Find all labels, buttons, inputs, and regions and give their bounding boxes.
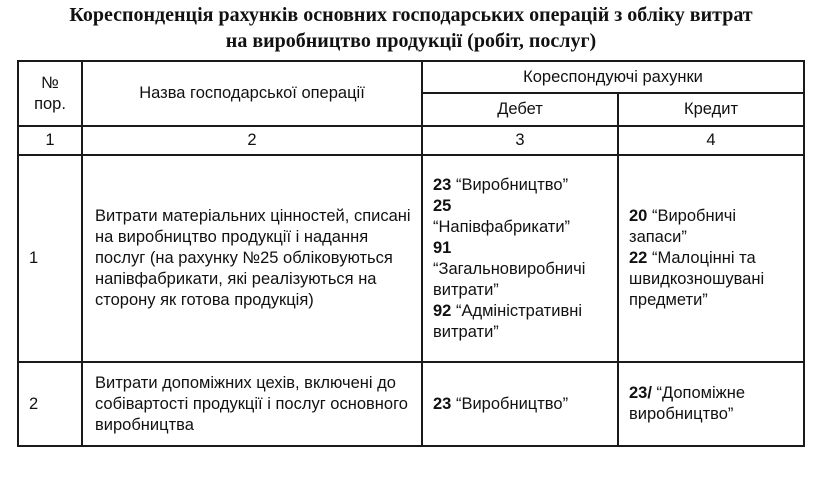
header-accounts: Кореспондуючі рахунки bbox=[422, 61, 804, 93]
credit-account bbox=[629, 206, 797, 248]
document-title bbox=[0, 2, 822, 54]
account-code: 25 bbox=[433, 196, 452, 215]
account-name: “Загальновиробничі витрати” bbox=[433, 259, 586, 299]
account-code: 22 bbox=[629, 249, 648, 267]
table-row bbox=[18, 362, 804, 446]
debit-accounts bbox=[422, 362, 618, 446]
column-number-row bbox=[18, 126, 804, 155]
debit-accounts bbox=[422, 155, 618, 362]
account-code: 91 bbox=[433, 238, 452, 257]
account-code: 20 bbox=[629, 207, 648, 225]
credit-accounts bbox=[618, 362, 804, 446]
header-credit: Кредит bbox=[618, 93, 804, 126]
account-code: 23/ bbox=[629, 384, 652, 402]
header-row bbox=[18, 61, 804, 93]
debit-account bbox=[433, 175, 611, 196]
row-number: 1 bbox=[18, 155, 82, 362]
account-name: “Виробничі запаси” bbox=[629, 207, 737, 246]
debit-account bbox=[433, 394, 611, 415]
account-code: 92 bbox=[433, 301, 452, 320]
title-line-1: Кореспонденція рахунків основних господарських операцій з обліку витрат bbox=[69, 4, 753, 26]
header-operation: Назва господарської операції bbox=[82, 61, 422, 126]
account-name: “Виробництво” bbox=[455, 394, 569, 413]
column-number: 2 bbox=[82, 126, 422, 155]
debit-account bbox=[433, 301, 611, 343]
column-number: 3 bbox=[422, 126, 618, 155]
credit-account bbox=[629, 383, 797, 425]
title-line-2: на виробництво продукції (робіт, послуг) bbox=[225, 30, 597, 52]
account-name: “Напівфабрикати” bbox=[433, 217, 571, 236]
debit-account bbox=[433, 238, 611, 301]
account-code: 23 bbox=[433, 175, 452, 194]
column-number: 1 bbox=[18, 126, 82, 155]
account-name: “Виробництво” bbox=[455, 175, 569, 194]
header-num: № пор. bbox=[18, 61, 82, 126]
credit-accounts bbox=[618, 155, 804, 362]
header-debit: Дебет bbox=[422, 93, 618, 126]
table-row bbox=[18, 155, 804, 362]
account-name: “Малоцінні та швидкозношувані предмети” bbox=[629, 249, 765, 309]
operation-name: Витрати матеріальних цінностей, списані на виробництво продукції і надання послуг (на рахунку №25 обліковуються напівфабрикати, які реалізуються на сторону як готова продукція) bbox=[82, 155, 422, 362]
account-name: “Адміністративні витрати” bbox=[433, 301, 582, 341]
operation-name: Витрати допоміжних цехів, включені до собівартості продукції і послуг основного виробництва bbox=[82, 362, 422, 446]
account-name: “Допоміжне виробництво” bbox=[629, 384, 746, 423]
row-number: 2 bbox=[18, 362, 82, 446]
credit-account bbox=[629, 248, 797, 311]
account-code: 23 bbox=[433, 394, 452, 413]
debit-account bbox=[433, 196, 611, 238]
column-number: 4 bbox=[618, 126, 804, 155]
correspondence-table bbox=[17, 60, 805, 447]
